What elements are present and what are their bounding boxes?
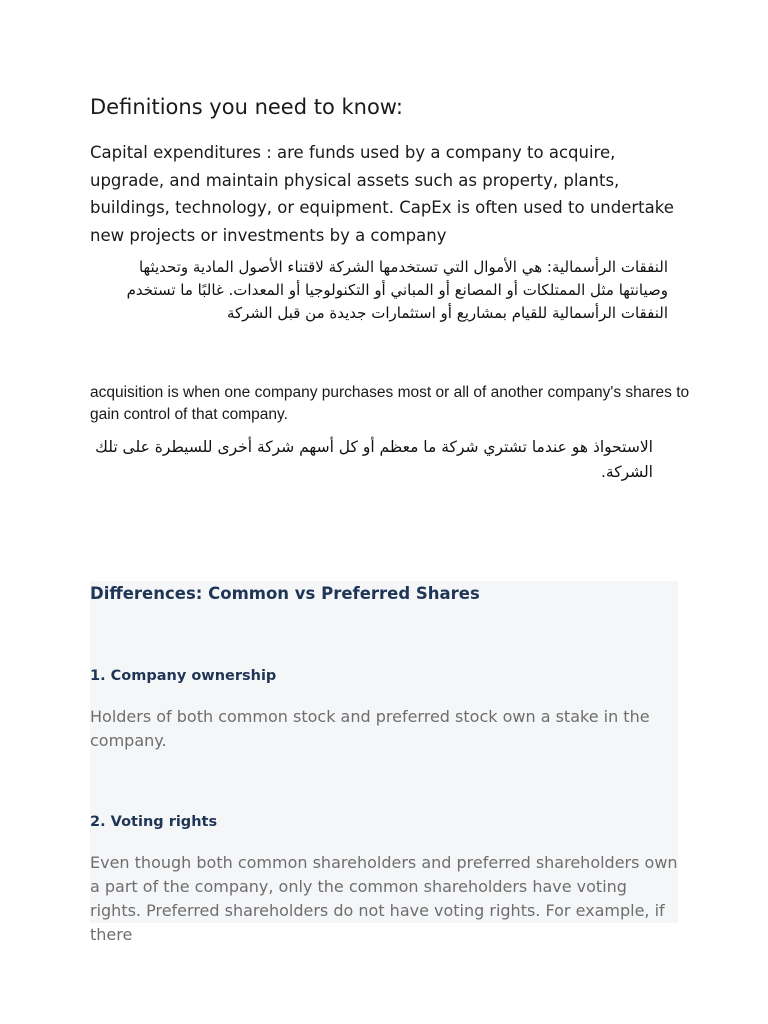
- acquisition-definition-arabic: الاستحواذ هو عندما تشتري شركة ما معظم أو كل أسهم شركة أخرى للسيطرة على تلك الشركة.: [95, 438, 653, 481]
- acquisition-definition-english: acquisition is when one company purchases most or all of another company's shares to gain control of that company.: [90, 384, 690, 423]
- section-body-company-ownership: Holders of both common stock and preferred stock own a stake in the company.: [90, 707, 650, 750]
- capex-definition-english: Capital expenditures : are funds used by a company to acquire, upgrade, and maintain physical assets such as property, plants, buildings, technology, or equipment. CapEx is often used to undertake new projects or investments by a company: [90, 143, 674, 245]
- definitions-heading: Definitions you need to know:: [90, 95, 403, 119]
- shares-comparison-title: Differences: Common vs Preferred Shares: [90, 584, 480, 603]
- section-heading-voting-rights: 2. Voting rights: [90, 814, 218, 830]
- section-heading-company-ownership: 1. Company ownership: [90, 668, 277, 684]
- section-body-voting-rights: Even though both common shareholders and preferred shareholders own a part of the company, only the common shareholders have voting rights. Preferred shareholders do not have voting rights. For example, if there: [90, 853, 678, 944]
- capex-definition-arabic: النفقات الرأسمالية: هي الأموال التي تستخدمها الشركة لاقتناء الأصول المادية وتحديثها وصيانتها مثل الممتلكات أو المصانع أو المباني أو التكنولوجيا أو المعدات. غالبًا ما تستخدم النفقات الرأسمالية للقيام بمشاريع أو استثمارات جديدة من قبل الشركة: [126, 258, 668, 322]
